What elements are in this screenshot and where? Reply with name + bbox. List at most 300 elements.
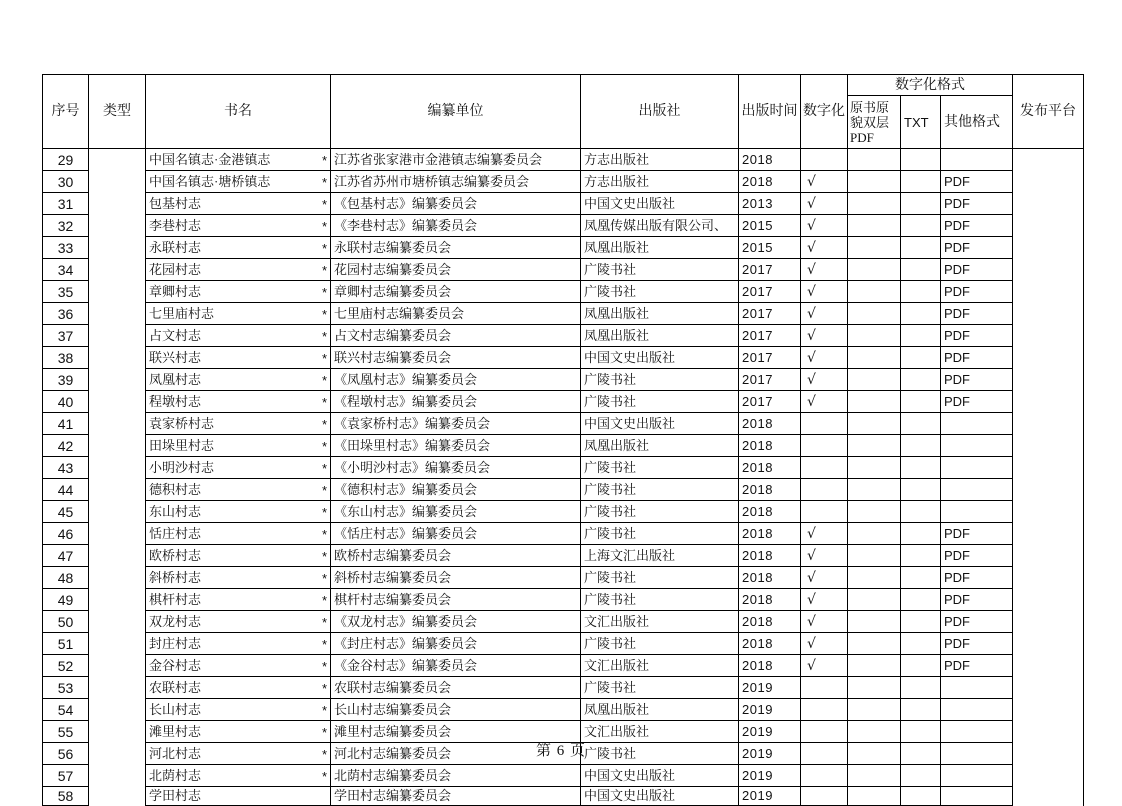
cell-format-other [941,765,1013,787]
cell-publish-year: 2018 [739,567,801,589]
book-title-wrap [149,149,327,170]
cell-format-pdf-layer [848,677,901,699]
book-title-text: 花园村志 [149,261,202,277]
cell-digitized-check [801,699,848,721]
book-title-text: 占文村志 [149,327,202,343]
cell-digitized-check: √ [801,325,848,347]
cell-book-title [146,171,331,193]
table-row [43,259,1084,281]
header-format-pdf-layer: 原书原貌双层PDF [848,96,901,149]
cell-publisher: 广陵书社 [581,391,739,413]
cell-format-other [941,435,1013,457]
cell-format-txt [901,347,941,369]
cell-format-pdf-layer [848,391,901,413]
cell-publisher: 中国文史出版社 [581,787,739,806]
book-title-text: 七里庙村志 [149,305,215,321]
cell-format-pdf-layer [848,611,901,633]
cell-row-number: 39 [43,369,89,391]
asterisk-mark: * [321,307,327,322]
table-row [43,369,1084,391]
type-column-empty-cell [89,149,146,806]
cell-compiling-unit: 《李巷村志》编纂委员会 [331,215,581,237]
cell-format-txt [901,479,941,501]
cell-row-number: 38 [43,347,89,369]
table-row [43,699,1084,721]
cell-publish-year: 2019 [739,765,801,787]
cell-digitized-check: √ [801,347,848,369]
cell-format-txt [901,259,941,281]
cell-format-pdf-layer [848,435,901,457]
cell-compiling-unit: 《双龙村志》编纂委员会 [331,611,581,633]
book-title-text: 斜桥村志 [149,569,202,585]
book-title-wrap [149,369,327,390]
cell-book-title [146,677,331,699]
book-title-wrap [149,413,327,434]
cell-row-number: 45 [43,501,89,523]
cell-row-number: 51 [43,633,89,655]
cell-format-txt [901,567,941,589]
cell-format-other: PDF [941,545,1013,567]
header-publish-time: 出版时间 [739,75,801,149]
cell-format-other: PDF [941,215,1013,237]
header-publisher: 出版社 [581,75,739,149]
cell-format-pdf-layer [848,413,901,435]
book-title-text: 金谷村志 [149,657,202,673]
cell-row-number: 48 [43,567,89,589]
cell-format-pdf-layer [848,633,901,655]
cell-digitized-check: √ [801,523,848,545]
cell-publish-year: 2017 [739,347,801,369]
cell-format-pdf-layer [848,545,901,567]
cell-publish-year: 2017 [739,325,801,347]
book-title-text: 章卿村志 [149,283,202,299]
book-title-wrap [149,435,327,456]
book-title-text: 恬庄村志 [149,525,202,541]
book-title-text: 联兴村志 [149,349,202,365]
cell-digitized-check [801,501,848,523]
asterisk-mark: * [321,417,327,432]
platform-column-empty-cell [1013,149,1084,806]
cell-compiling-unit: 花园村志编纂委员会 [331,259,581,281]
book-title-wrap [149,523,327,544]
cell-format-other: PDF [941,369,1013,391]
cell-format-pdf-layer [848,479,901,501]
asterisk-mark: * [321,637,327,652]
cell-book-title [146,193,331,215]
book-title-wrap [149,611,327,632]
cell-publisher: 广陵书社 [581,369,739,391]
cell-digitized-check [801,413,848,435]
book-title-text: 双龙村志 [149,613,202,629]
cell-format-other: PDF [941,193,1013,215]
cell-format-other: PDF [941,303,1013,325]
cell-publisher: 中国文史出版社 [581,347,739,369]
book-title-wrap [149,479,327,500]
cell-row-number: 36 [43,303,89,325]
cell-format-other: PDF [941,611,1013,633]
book-title-wrap [149,303,327,324]
cell-format-txt [901,633,941,655]
cell-format-txt [901,193,941,215]
cell-digitized-check [801,677,848,699]
asterisk-mark: * [321,285,327,300]
table-row [43,347,1084,369]
cell-digitized-check: √ [801,369,848,391]
cell-format-other: PDF [941,171,1013,193]
cell-row-number: 49 [43,589,89,611]
cell-row-number: 57 [43,765,89,787]
cell-row-number: 30 [43,171,89,193]
cell-publisher: 凤凰出版社 [581,699,739,721]
cell-compiling-unit: 《程墩村志》编纂委员会 [331,391,581,413]
cell-book-title [146,523,331,545]
cell-publisher: 方志出版社 [581,149,739,171]
book-title-wrap [149,677,327,698]
cell-format-other: PDF [941,325,1013,347]
cell-book-title [146,589,331,611]
cell-format-other: PDF [941,391,1013,413]
cell-book-title [146,281,331,303]
cell-format-pdf-layer [848,457,901,479]
book-title-wrap [149,699,327,720]
cell-book-title [146,325,331,347]
asterisk-mark: * [321,395,327,410]
cell-format-pdf-layer [848,765,901,787]
cell-row-number: 47 [43,545,89,567]
cell-format-pdf-layer [848,149,901,171]
cell-publisher: 凤凰出版社 [581,303,739,325]
book-title-wrap [149,655,327,676]
cell-row-number: 41 [43,413,89,435]
cell-format-txt [901,435,941,457]
cell-digitized-check [801,479,848,501]
cell-format-txt [901,391,941,413]
cell-format-pdf-layer [848,567,901,589]
cell-digitized-check: √ [801,545,848,567]
book-title-wrap [149,567,327,588]
book-title-wrap [149,215,327,236]
book-title-wrap [149,633,327,654]
asterisk-mark: * [321,241,327,256]
cell-format-pdf-layer [848,699,901,721]
cell-publisher: 文汇出版社 [581,721,739,743]
cell-format-pdf-layer [848,655,901,677]
table-row [43,479,1084,501]
table-row [43,281,1084,303]
asterisk-mark: * [321,439,327,454]
cell-row-number: 54 [43,699,89,721]
header-compiling-unit: 编纂单位 [331,75,581,149]
book-title-text: 东山村志 [149,503,202,519]
book-title-wrap [149,391,327,412]
cell-publish-year: 2018 [739,149,801,171]
cell-format-txt [901,611,941,633]
cell-digitized-check: √ [801,589,848,611]
cell-book-title [146,655,331,677]
cell-format-pdf-layer [848,369,901,391]
table-row [43,589,1084,611]
book-title-text: 小明沙村志 [149,459,215,475]
cell-row-number: 34 [43,259,89,281]
cell-format-pdf-layer [848,281,901,303]
cell-publisher: 凤凰出版社 [581,237,739,259]
book-title-text: 德积村志 [149,481,202,497]
cell-book-title [146,699,331,721]
cell-format-pdf-layer [848,215,901,237]
table-row [43,545,1084,567]
book-title-text: 永联村志 [149,239,202,255]
header-book-title: 书名 [146,75,331,149]
cell-book-title [146,479,331,501]
table-row [43,655,1084,677]
cell-publish-year: 2018 [739,655,801,677]
cell-digitized-check: √ [801,633,848,655]
asterisk-mark: * [321,747,327,762]
table-row [43,633,1084,655]
cell-book-title [146,787,331,806]
cell-format-other [941,699,1013,721]
cell-publish-year: 2018 [739,171,801,193]
cell-book-title [146,501,331,523]
cell-format-other: PDF [941,655,1013,677]
cell-compiling-unit: 《封庄村志》编纂委员会 [331,633,581,655]
cell-format-txt [901,457,941,479]
cell-book-title [146,435,331,457]
asterisk-mark: * [321,329,327,344]
cell-format-txt [901,765,941,787]
cell-format-pdf-layer [848,787,901,806]
cell-publish-year: 2018 [739,413,801,435]
book-title-wrap [149,193,327,214]
table-row [43,567,1084,589]
cell-book-title [146,457,331,479]
book-title-text: 中国名镇志·塘桥镇志 [149,173,271,189]
cell-digitized-check: √ [801,567,848,589]
cell-row-number: 55 [43,721,89,743]
cell-compiling-unit: 《包基村志》编纂委员会 [331,193,581,215]
cell-compiling-unit: 联兴村志编纂委员会 [331,347,581,369]
cell-row-number: 46 [43,523,89,545]
asterisk-mark: * [321,593,327,608]
cell-publisher: 广陵书社 [581,567,739,589]
cell-compiling-unit: 北荫村志编纂委员会 [331,765,581,787]
cell-digitized-check: √ [801,655,848,677]
book-title-wrap [149,765,327,786]
cell-publisher: 广陵书社 [581,501,739,523]
cell-digitized-check: √ [801,193,848,215]
asterisk-mark: * [321,615,327,630]
cell-publisher: 广陵书社 [581,633,739,655]
cell-format-pdf-layer [848,501,901,523]
cell-format-other: PDF [941,259,1013,281]
header-serial: 序号 [43,75,89,149]
cell-compiling-unit: 斜桥村志编纂委员会 [331,567,581,589]
asterisk-mark: * [321,461,327,476]
cell-book-title [146,545,331,567]
cell-publish-year: 2019 [739,699,801,721]
cell-publisher: 广陵书社 [581,743,739,765]
cell-publisher: 中国文史出版社 [581,193,739,215]
cell-publisher: 广陵书社 [581,589,739,611]
book-title-wrap [149,171,327,192]
cell-digitized-check [801,435,848,457]
cell-book-title [146,633,331,655]
table-row [43,391,1084,413]
cell-format-txt [901,699,941,721]
cell-format-pdf-layer [848,171,901,193]
cell-format-txt [901,523,941,545]
books-table [42,74,1084,806]
cell-row-number: 53 [43,677,89,699]
cell-publish-year: 2017 [739,391,801,413]
book-title-text: 袁家桥村志 [149,415,215,431]
cell-row-number: 40 [43,391,89,413]
cell-publisher: 广陵书社 [581,677,739,699]
cell-publisher: 中国文史出版社 [581,413,739,435]
cell-book-title [146,237,331,259]
cell-format-other: PDF [941,567,1013,589]
table-header [43,75,1084,149]
cell-publish-year: 2018 [739,523,801,545]
cell-format-txt [901,237,941,259]
book-title-text: 棋杆村志 [149,591,202,607]
asterisk-mark: * [321,549,327,564]
cell-compiling-unit: 长山村志编纂委员会 [331,699,581,721]
table-row [43,501,1084,523]
cell-digitized-check: √ [801,303,848,325]
cell-format-txt [901,787,941,806]
cell-compiling-unit: 《小明沙村志》编纂委员会 [331,457,581,479]
cell-row-number: 44 [43,479,89,501]
cell-format-txt [901,303,941,325]
cell-digitized-check: √ [801,237,848,259]
table-row [43,149,1084,171]
asterisk-mark: * [321,483,327,498]
cell-compiling-unit: 《东山村志》编纂委员会 [331,501,581,523]
cell-publish-year: 2018 [739,633,801,655]
cell-publisher: 凤凰出版社 [581,325,739,347]
cell-row-number: 58 [43,787,89,806]
cell-publish-year: 2018 [739,611,801,633]
cell-publish-year: 2017 [739,259,801,281]
cell-book-title [146,567,331,589]
cell-format-pdf-layer [848,347,901,369]
cell-row-number: 31 [43,193,89,215]
cell-publish-year: 2013 [739,193,801,215]
cell-format-other: PDF [941,589,1013,611]
table-row [43,413,1084,435]
book-title-wrap [149,787,327,805]
cell-format-other [941,457,1013,479]
cell-publish-year: 2019 [739,743,801,765]
book-title-wrap [149,589,327,610]
cell-publish-year: 2018 [739,545,801,567]
cell-book-title [146,259,331,281]
cell-compiling-unit: 江苏省苏州市塘桥镇志编纂委员会 [331,171,581,193]
cell-format-other: PDF [941,633,1013,655]
cell-format-pdf-layer [848,303,901,325]
cell-digitized-check [801,457,848,479]
book-title-wrap [149,325,327,346]
cell-book-title [146,413,331,435]
asterisk-mark: * [321,197,327,212]
cell-publish-year: 2019 [739,677,801,699]
cell-book-title [146,391,331,413]
cell-row-number: 43 [43,457,89,479]
cell-format-pdf-layer [848,259,901,281]
cell-format-other [941,149,1013,171]
cell-row-number: 29 [43,149,89,171]
cell-format-txt [901,281,941,303]
cell-format-txt [901,545,941,567]
asterisk-mark: * [321,219,327,234]
cell-publish-year: 2018 [739,501,801,523]
cell-publish-year: 2015 [739,215,801,237]
book-title-wrap [149,237,327,258]
book-title-text: 封庄村志 [149,635,202,651]
cell-format-pdf-layer [848,237,901,259]
book-title-text: 田垛里村志 [149,437,215,453]
book-title-wrap [149,347,327,368]
cell-digitized-check: √ [801,259,848,281]
header-format-other: 其他格式 [941,96,1013,149]
cell-digitized-check: √ [801,171,848,193]
cell-compiling-unit: 欧桥村志编纂委员会 [331,545,581,567]
cell-compiling-unit: 学田村志编纂委员会 [331,787,581,806]
cell-format-txt [901,413,941,435]
cell-format-txt [901,171,941,193]
table-row [43,523,1084,545]
cell-format-txt [901,589,941,611]
table-row [43,171,1084,193]
page-number-footer: 第 6 页 [535,743,586,759]
cell-format-pdf-layer [848,193,901,215]
table-row [43,435,1084,457]
cell-book-title [146,369,331,391]
cell-publish-year: 2015 [739,237,801,259]
asterisk-mark: * [321,153,327,168]
cell-book-title [146,149,331,171]
book-title-text: 包基村志 [149,195,202,211]
cell-digitized-check [801,149,848,171]
cell-publisher: 中国文史出版社 [581,765,739,787]
cell-digitized-check: √ [801,611,848,633]
cell-format-txt [901,677,941,699]
cell-publish-year: 2017 [739,303,801,325]
header-format-txt: TXT [901,96,941,149]
cell-compiling-unit: 《恬庄村志》编纂委员会 [331,523,581,545]
table-row [43,677,1084,699]
cell-publisher: 上海文汇出版社 [581,545,739,567]
cell-digitized-check: √ [801,215,848,237]
cell-format-other: PDF [941,523,1013,545]
asterisk-mark: * [321,725,327,740]
asterisk-mark: * [321,659,327,674]
cell-format-txt [901,215,941,237]
header-digitized: 数字化 [801,75,848,149]
cell-compiling-unit: 河北村志编纂委员会 [331,743,581,765]
cell-format-pdf-layer [848,589,901,611]
cell-format-txt [901,325,941,347]
cell-publisher: 文汇出版社 [581,655,739,677]
cell-row-number: 50 [43,611,89,633]
cell-publisher: 文汇出版社 [581,611,739,633]
cell-format-pdf-layer [848,325,901,347]
table-row [43,215,1084,237]
book-title-text: 学田村志 [149,788,202,803]
asterisk-mark: * [321,703,327,718]
cell-book-title [146,611,331,633]
